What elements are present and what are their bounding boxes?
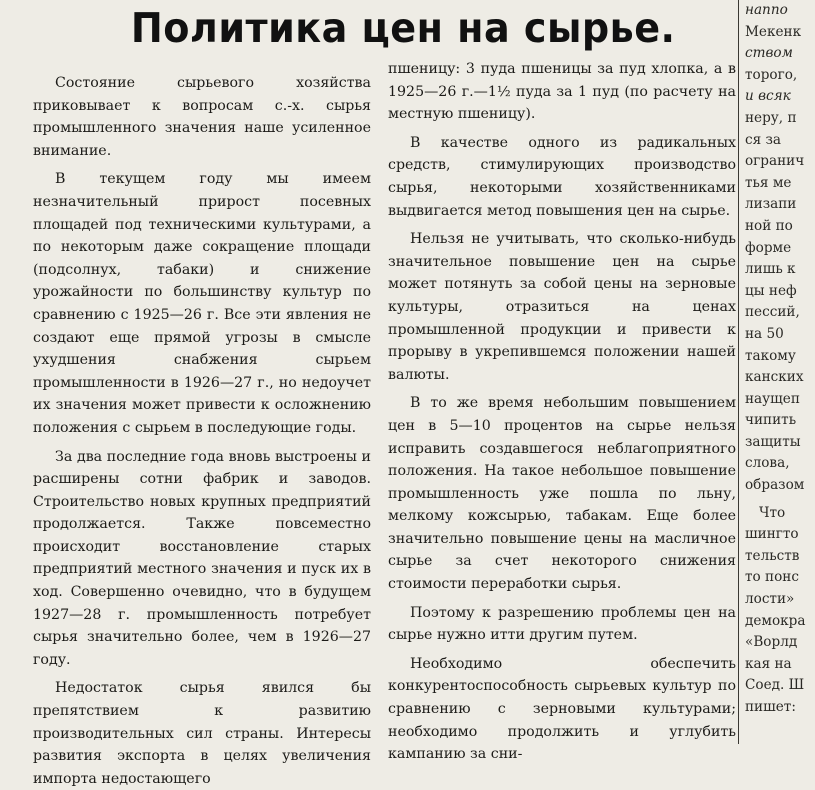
text-line: пессий, — [745, 304, 800, 321]
text-line: Что — [759, 504, 786, 521]
text-line: и всяк — [745, 88, 791, 105]
text-line: лишь к — [745, 261, 796, 278]
paragraph: Недостаток сырья явился бы препятствием к развитию производительных сил страны. Интересы развития экспорта в целях увеличения импорта недостающего — [33, 680, 371, 787]
text-line: защиты — [745, 433, 801, 450]
article-headline: Политика цен на сырье. — [130, 4, 676, 52]
text-line: тья ме — [745, 174, 792, 191]
paragraph: В текущем году мы имеем незначительный прирост посевных площадей под техническими культурами, а по некоторым даже сокращение площади (подсолнух, табаки) и снижение урожайности по большинству культур по сравнению с 1925—26 г. Все эти явления не создают еще прямой угрозы в смысле ухудшения снабжения сырьем промышленности в 1926—27 г., но недоучет их значения может привести к осложнению положения с сырьем в последующие годы. — [33, 171, 371, 436]
paragraph: В то же время небольшим повышением цен в 5—10 процентов на сырье нельзя исправить создавшегося неблагоприятного положения. На такое небольшое повышение промышленность уже пошла по льну, мелкому кожсырью, табакам. Еще более значительно повышение цены на масличное сырье за счет некоторого снижения стоимости переработки сырья. — [388, 395, 736, 593]
text-line: пишет: — [745, 699, 796, 715]
paragraph: Состояние сырьевого хозяйства приковывает к вопросам с.-х. сырья промышленного значения наше усиленное внимание. — [33, 75, 371, 159]
text-line: слова, — [745, 455, 790, 472]
text-line: демокра — [745, 612, 806, 629]
text-line: то понс — [745, 569, 799, 586]
text-line: лизапи — [745, 196, 797, 213]
text-line: наущеп — [745, 390, 800, 407]
text-line: канских — [745, 369, 804, 386]
paragraph: За два последние года вновь выстроены и расширены сотни фабрик и заводов. Строительство новых крупных предприятий продолжается. Также повсеместно происходит восстановление старых предприятий местного значения и пуск их в ход. Совершенно очевидно, что в будущем 1927—28 г. промышленность потребует сырья значительно более, чем в 1926—27 году. — [33, 448, 371, 668]
paragraph: пшеницу: 3 пуда пшеницы за пуд хлопка, а в 1925—26 г.—1½ пуда за 1 пуд (по расчету на местную пшеницу). — [388, 61, 736, 123]
paragraph: В качестве одного из радикальных средств, стимулирующих производство сырья, некоторыми хозяйственниками выдвигается метод повышения цен на сырье. — [388, 134, 736, 219]
text-line: огранич — [745, 153, 805, 170]
text-line: такому — [745, 347, 796, 364]
text-line: на 50 — [745, 325, 784, 342]
text-line: Соед. Ш — [745, 677, 805, 694]
text-line: лости» — [745, 591, 795, 608]
text-line: неру, п — [745, 109, 797, 126]
paragraph: Необходимо обеспечить конкурентоспособность сырьевых культур по сравнению с зерновыми культурами; необходимо продолжить и углубить кампанию за сни- — [388, 655, 736, 763]
text-line: чипить — [745, 412, 797, 429]
text-line: цы неф — [745, 282, 797, 299]
text-line: ной по — [745, 217, 793, 234]
text-line: торого, — [745, 66, 798, 83]
text-line: ством — [745, 45, 793, 62]
text-line: тельств — [745, 547, 800, 564]
text-line: «Ворлд — [745, 634, 798, 651]
paragraph: Поэтому к разрешению проблемы цен на сырье нужно итти другим путем. — [388, 604, 736, 644]
text-line: форме — [745, 239, 792, 256]
text-line: наппо — [745, 2, 788, 18]
text-line: Мекенк — [745, 23, 802, 40]
article-column-1 — [33, 72, 371, 790]
adjacent-article-column — [745, 0, 815, 719]
text-line: образом — [745, 477, 805, 494]
article-column-2 — [388, 58, 736, 766]
text-line: кая на — [745, 655, 792, 672]
paragraph: Нельзя не учитывать, что сколько-нибудь значительное повышение цен на сырье может потянуть за собой цены на зерновые культуры, отразиться на ценах промышленной продукции и привести к прорыву в укрепившемся положении нашей валюты. — [388, 231, 736, 383]
text-line: шингто — [745, 526, 799, 543]
text-line: ся за — [745, 131, 782, 148]
column-rule — [738, 0, 739, 744]
